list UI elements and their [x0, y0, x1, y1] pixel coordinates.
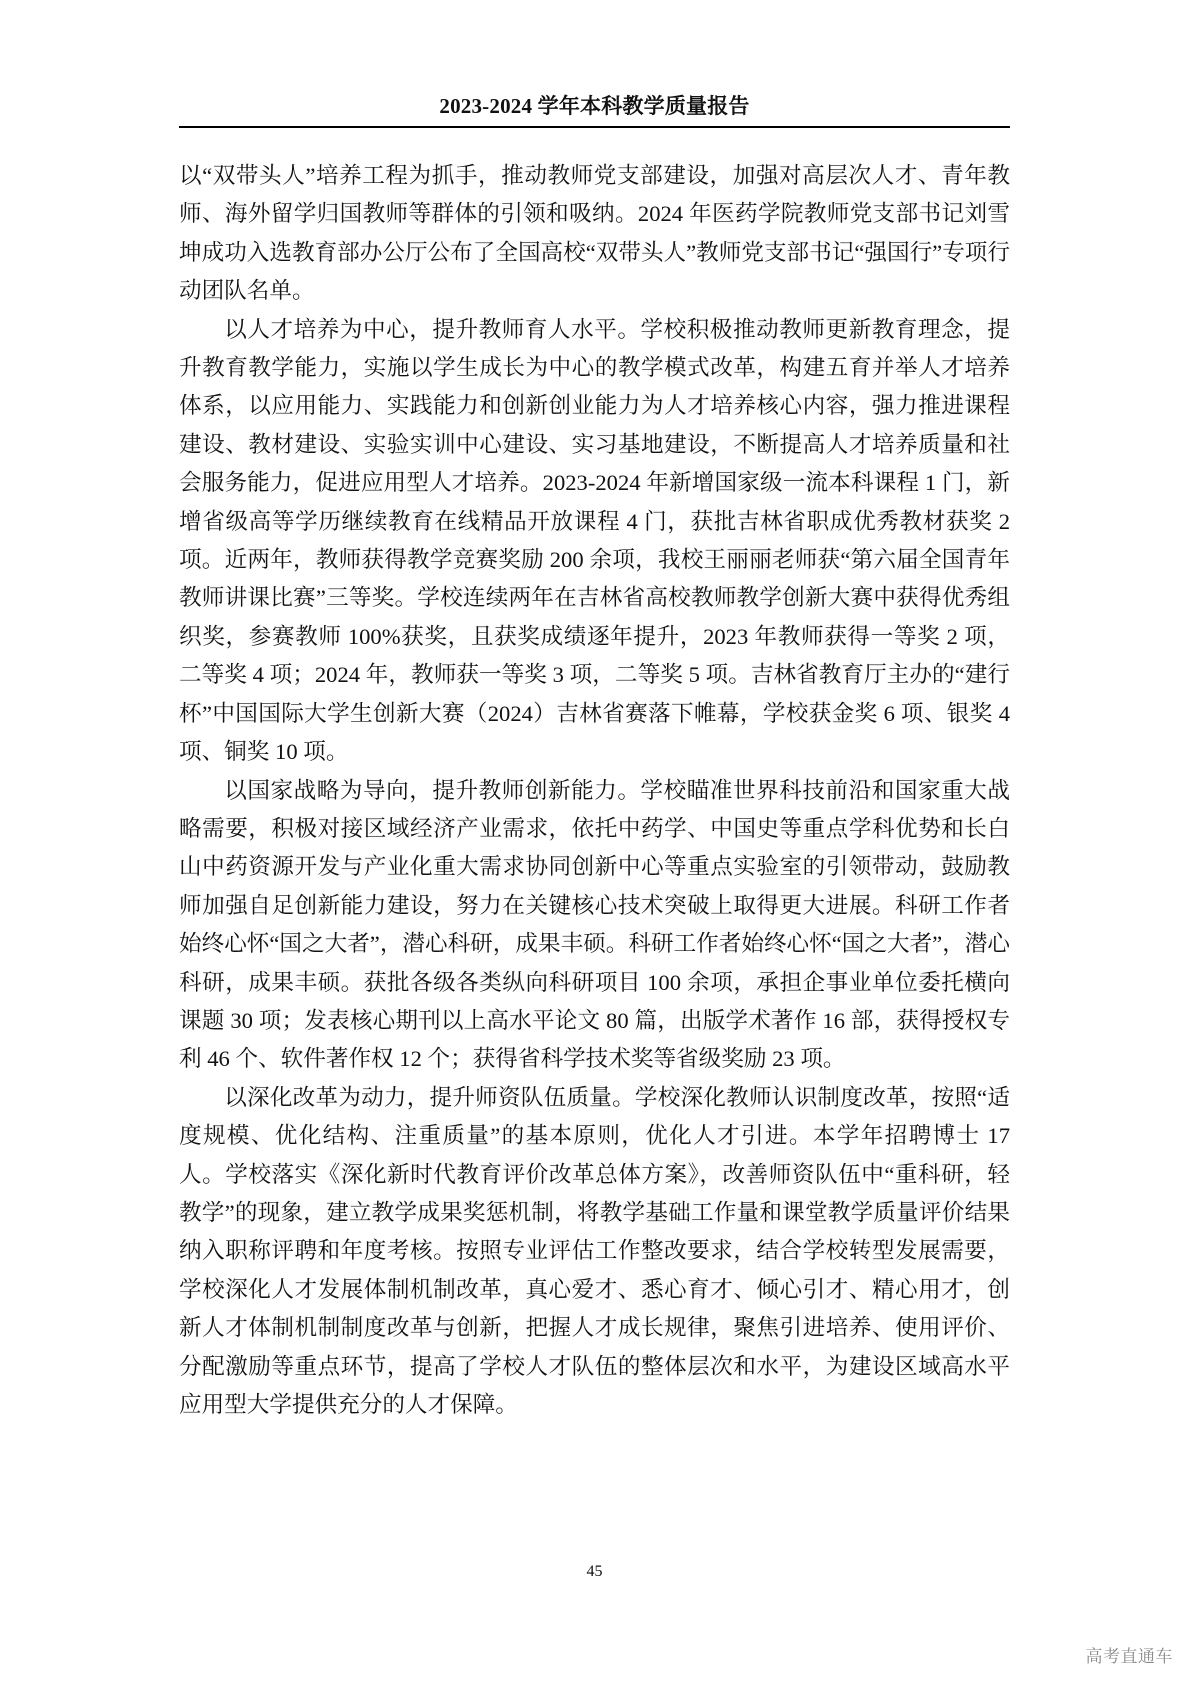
- watermark-text: 高考直通车: [1085, 1647, 1173, 1667]
- paragraph-dual-leader-program: 以“双带头人”培养工程为抓手，推动教师党支部建设，加强对高层次人才、青年教师、海外留学归国教师等群体的引领和吸纳。2024 年医药学院教师党支部书记刘雪坤成功入选教育部办公厅公布了全国高校“双带头人”教师党支部书记“强国行”专项行动团队名单。: [179, 163, 1010, 304]
- paragraph-talent-cultivation: 以人才培养为中心，提升教师育人水平。学校积极推动教师更新教育理念，提升教育教学能力，实施以学生成长为中心的教学模式改革，构建五育并举人才培养体系，以应用能力、实践能力和创新创业能力为人才培养核心内容，强力推进课程建设、教材建设、实验实训中心建设、实习基地建设，不断提高人才培养质量和社会服务能力，促进应用型人才培养。2023-2024 年新增国家级一流本科课程 1 门，新增省级高等学历继续教育在线精品开放课程 4 门，获批吉林省职成优秀教材获奖 2 项。近两年，教师获得教学竞赛奖励 200 余项，我校王丽丽老师获“第六届全国青年教师讲课比赛”三等奖。学校连续两年在吉林省高校教师教学创新大赛中获得优秀组织奖，参赛教师 100%获奖，且获奖成绩逐年提升，2023 年教师获得一等奖 2 项，二等奖 4 项；2024 年，教师获一等奖 3 项，二等奖 5 项。吉林省教育厅主办的“建行杯”中国国际大学生创新大赛（2024）吉林省赛落下帷幕，学校获金奖 6 项、银奖 4 项、铜奖 10 项。: [179, 316, 1010, 765]
- header-divider: [179, 126, 1010, 128]
- paragraph-deepening-reform: 以深化改革为动力，提升师资队伍质量。学校深化教师认识制度改革，按照“适度规模、优化结构、注重质量”的基本原则，优化人才引进。本学年招聘博士 17 人。学校落实《深化新时代教育评价改革总体方案》，改善师资队伍中“重科研，轻教学”的现象，建立教学成果奖惩机制，将教学基础工作量和课堂教学质量评价结果纳入职称评聘和年度考核。按照专业评估工作整改要求，结合学校转型发展需要，学校深化人才发展体制机制改革，真心爱才、悉心育才、倾心引才、精心用才，创新人才体制机制制度改革与创新，把握人才成长规律，聚焦引进培养、使用评价、分配激励等重点环节，提高了学校人才队伍的整体层次和水平，为建设区域高水平应用型大学提供充分的人才保障。: [179, 1084, 1010, 1417]
- paragraph-national-strategy: 以国家战略为导向，提升教师创新能力。学校瞄准世界科技前沿和国家重大战略需要，积极对接区域经济产业需求，依托中药学、中国史等重点学科优势和长白山中药资源开发与产业化重大需求协同创新中心等重点实验室的引领带动，鼓励教师加强自足创新能力建设，努力在关键核心技术突破上取得更大进展。科研工作者始终心怀“国之大者”，潜心科研，成果丰硕。科研工作者始终心怀“国之大者”，潜心科研，成果丰硕。获批各级各类纵向科研项目 100 余项，承担企事业单位委托横向课题 30 项；发表核心期刊以上高水平论文 80 篇，出版学术著作 16 部，获得授权专利 46 个、软件著作权 12 个；获得省科学技术奖等省级奖励 23 项。: [179, 777, 1010, 1072]
- document-body: [179, 157, 1010, 1424]
- page-number: 45: [586, 1563, 603, 1580]
- page-header-title: 2023-2024 学年本科教学质量报告: [439, 94, 750, 118]
